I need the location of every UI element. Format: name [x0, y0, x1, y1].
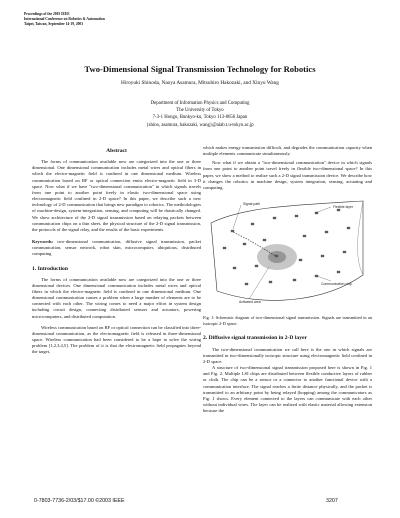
- keywords-label: Keywords:: [32, 239, 54, 245]
- activated-area-label: Activated area: [239, 300, 261, 305]
- communication-chip-label: Communication chip: [321, 282, 352, 287]
- author-list: Hiroyuki Shinoda, Naoya Asamura, Mitsuhiro Hakozaki, and Xinyu Wang: [121, 80, 279, 86]
- proceedings-header: [24, 12, 105, 26]
- left-column: [32, 148, 201, 356]
- footer-page-number: 3207: [326, 498, 338, 504]
- affiliation-line: Department of Information Physics and Computing: [150, 101, 250, 106]
- affiliation-line: 7-3-1 Hongo, Bunkyo-ku, Tokyo 113-8656 Japan: [152, 115, 248, 121]
- affiliation-line: The University of Tokyo: [176, 108, 224, 114]
- flexible-layer-label: Flexible layer: [333, 205, 353, 210]
- affiliation-email: {shino, asamura, hakozaki, wang}@alab.t.u-tokyo.ac.jp: [146, 122, 254, 128]
- affiliation: [0, 100, 400, 129]
- proceedings-line: Proceedings of the 2003 IEEE: [24, 12, 70, 16]
- section-2-paragraph-2: A structure of two-dimensional signal transmission proposed here is shown in Fig. 1 and Fig. 2. Multiple LSI chips are distributed between flexible conductive layers of rubber or cloth. The chip can be a sensor or a connector to another functional device with a communication interface. The signal reaches a finite distance physically, and the packet is transmitted to an arbitrary point by being relayed (hopping) among the communicators as Fig. 1 shows. Every element connected to the layers can communicate with each other without individual wires. The layer can be realized with elastic material allowing extension because the: [203, 365, 372, 414]
- section-2-paragraph-1: The two-dimensional communication we call here is the one in which signals are transmitted in two-dimensionally isotropic structure using electromagnetic field confined in 2-D space.: [203, 346, 372, 364]
- figure-1: [203, 195, 372, 313]
- proceedings-line: International Conference on Robotics & Automation: [24, 16, 105, 21]
- keywords: [32, 239, 201, 257]
- keywords-text: two-dimensional communication, diffusive signal transmission, packet communication, sensor network, robot skin, microcomputer, ubiquitous, distributed computing: [32, 239, 201, 257]
- abstract-heading: Abstract: [106, 148, 127, 154]
- figure-caption: Fig. 1: Schematic diagram of two-dimensional signal transmission. Signals are transmitted in an isotropic 2-D space.: [203, 315, 372, 326]
- schematic-diagram: [203, 195, 372, 313]
- abstract-text: The forms of communication available now are categorized into the one or three dimensional. One dimensional communication includes metal wires and optical fibers in which the electro-magnetic field is confined in one dimensional medium. Wireless communication based on RF or optical connection emits electro-magnetic field in 3-D space. Now what if we have "two-dimensional communication" in which signals travels from one point to another point freely in elastic two-dimensional space using electromagnetic field confined in 2-D space? In this paper, we describe such a new technology of 2-D communication that brings new paradigm to robotics. The methodologies of machine-design, system-integration, sensing, and computing will be drastically changed. We show architecture of the 2-D signal transmission based on relaying packets between communication chips on a thin sheet, the physical structure of the 2-D signal transmission, the protocols of the signal relay, and the results of the basic experiments.: [32, 159, 201, 232]
- paper-title: Two-Dimensional Signal Transmission Technology for Robotics: [84, 64, 316, 74]
- proceedings-line: Taipei, Taiwan, September 14-19, 2003: [24, 21, 84, 26]
- intro-paragraph-2: Wireless communication based on RF or optical connection can be classified into three-dimensional communication, as the electromagnetic field is released in three-dimensional space. Wireless communication had been considered to be a hope to solve the wiring problem [1,2,3,4,5]. The problem of it is that the electromagnetic field propagates beyond the target,: [32, 324, 201, 355]
- right-column: [203, 145, 372, 414]
- signal-path-label: Signal path: [243, 202, 260, 207]
- footer-isbn: 0-7803-7736-2/03/$17.00 ©2003 IEEE: [34, 498, 125, 504]
- intro-paragraph-1: The forms of communication available now are categorized into the one or three dimensional devices. One dimensional communication includes metal wires and optical fibers in which the electro-magnetic field is confined in one dimensional medium. One dimensional communication causes a problem when a large number of elements are to be connected with each other. The wiring comes to need a major effort in system design including circuit design, connecting distributed sensors and actuators, powering microcomputers, and distributed computation.: [32, 276, 201, 319]
- intro-heading: 1. Introduction: [32, 265, 68, 272]
- intro-continuation: which makes energy transmission difficult, and degrades the communication capacity when multiple elements communicate simultaneously.: [203, 145, 372, 157]
- intro-paragraph-3: Now what if we obtain a "two-dimensional communication" device in which signals from one point to another point travel freely in flexible two-dimensional space? In this paper, we show a method to realize such a 2-D signal transmission device. We describe how it changes the robotics in machine design, system integration, sensing, actuating and computing.: [203, 160, 372, 190]
- section-2-heading: 2. Diffusive signal transmission in 2-D layer: [203, 334, 307, 341]
